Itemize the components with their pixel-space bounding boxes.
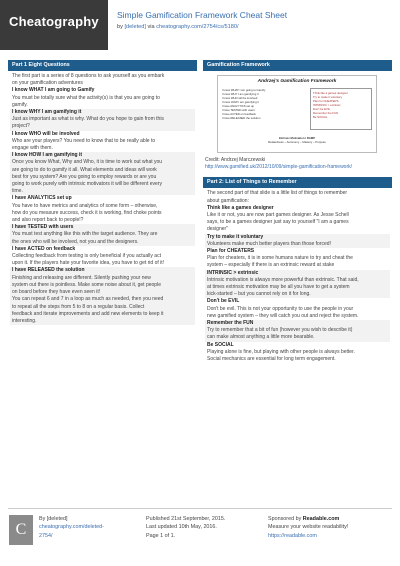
body-text-line: on your gamification adventures — [12, 80, 83, 87]
section-body-part1 — [8, 71, 197, 325]
figure-question-item: I have ACTED on feedback — [222, 112, 256, 116]
question-heading: Be SOCIAL — [207, 341, 234, 348]
question-heading: Don't be EVIL — [207, 298, 240, 305]
author-avatar: C — [9, 515, 33, 545]
right-column — [203, 60, 392, 363]
section-title-framework: Gamification Framework — [203, 60, 392, 71]
figure-question-item: I have ANALYTICS set up — [222, 104, 254, 108]
byline-prefix: by — [117, 24, 125, 30]
footer-dates — [146, 515, 225, 540]
body-text-line: Volunteers make much better players than those forced! — [205, 241, 390, 248]
figure-question-item: I know WHO will be involved — [222, 96, 258, 100]
body-text-line: You have to have metrics and analytics of some form – otherwise, — [12, 202, 158, 209]
author-link[interactable]: [deleted] — [124, 24, 146, 30]
figure-question-item: I have RELEASED the solution — [222, 116, 261, 120]
byline — [117, 24, 239, 30]
framework-figure — [203, 73, 392, 155]
body-text-line: designer" — [207, 226, 228, 233]
body-text-line: Just as important as what is why. What do you hope to gain from this — [10, 116, 195, 123]
byline-via: via — [145, 24, 157, 30]
body-text-line: Try to remember that a bit of fun (however you wish to describe it) — [205, 327, 390, 334]
question-heading: I have RELEASED the solution — [10, 267, 195, 274]
credit-url-link[interactable]: http://www.gamified.uk/2012/10/09/simple-gamification-framework/ — [205, 164, 353, 171]
question-heading: I have TESTED with users — [10, 224, 195, 231]
figure-remember-item: INTRINSIC > extrinsic — [313, 103, 341, 107]
question-heading: Try to make it voluntary — [205, 234, 390, 241]
page-count: Page 1 of 1. — [146, 532, 176, 539]
footer-author — [39, 515, 104, 540]
figure-foot-line: Relatedness – Autonomy – Mastery – Purpose — [268, 140, 326, 144]
body-text-line: feedback and iterate improvements and add new elements to keep it — [10, 311, 195, 318]
body-text-line: can make almost anything a little more bearable. — [205, 334, 390, 341]
body-text-line: You can repeat 6 and 7 in a loop as much as needed, then you need — [10, 296, 195, 303]
figure-question-item: I know WHY I am gamifying it — [222, 92, 259, 96]
body-text-line: Who are your players? You need to know that to be really able to — [12, 137, 156, 144]
body-text-line: Collecting feedback from testing is only beneficial if you actually act — [12, 253, 161, 260]
question-heading: I have ANALYTICS set up — [12, 195, 72, 202]
figure-remember-item: Remember the FUN — [313, 111, 339, 115]
body-text-line: kick-started – but you cannot rely on it for long. — [205, 291, 390, 298]
updated-date: Last updated 10th May, 2016. — [146, 524, 217, 531]
question-heading: INTRINSIC > extrinsic — [205, 270, 390, 277]
footer-profile-link-2[interactable]: 2754/ — [39, 532, 53, 539]
section-body-part2 — [203, 188, 392, 363]
left-column — [8, 60, 197, 325]
body-text-line: system – especially if there is an extrinsic reward at stake — [207, 262, 335, 269]
body-text-line: says, to be a games designer just say to yourself "I am a games — [207, 219, 349, 226]
cheatography-logo[interactable] — [0, 0, 108, 50]
body-text-line: You must test anything like this with the target audience. They are — [10, 231, 195, 238]
body-text-line: Once you know What, Why and Who, it is time to work out what you — [10, 159, 195, 166]
credit — [203, 155, 392, 171]
body-text-line: upon it. If the players hate your favorite idea, you have to get rid of it! — [12, 260, 165, 267]
figure-question-item: I know HOW I am gamifying it — [222, 100, 259, 104]
question-heading: I know WHY I am gamifying it — [10, 109, 195, 116]
figure-remember-item: Think like a games designer — [313, 91, 348, 95]
body-text-line: Intrinsic motivation is always more powerful than extrinsic. That said, — [205, 277, 390, 284]
body-text-line: Plan for cheaters, it is in some humans nature to try and cheat the — [207, 255, 353, 262]
sponsor-url-link[interactable]: https://readable.com — [268, 532, 317, 539]
footer-divider — [8, 508, 392, 509]
question-heading: Plan for CHEATERS — [207, 248, 255, 255]
body-text-line: about gamification: — [207, 197, 249, 204]
section-title-part2: Part 2: List of Things to Remember — [203, 177, 392, 188]
body-text-line: at times extrinsic motivation may be all you have to get a system — [205, 284, 390, 291]
body-text-line: and also report back to people!? — [12, 217, 84, 224]
page-title: Simple Gamification Framework Cheat Sheet — [117, 10, 288, 20]
body-text-line: system out there is pointless. Make some noise about it, get people — [10, 282, 195, 289]
figure-remember-item: Plan for CHEATERS — [313, 99, 339, 103]
published-date: Published 21st September, 2015. — [146, 516, 226, 522]
sponsor-name: Readable.com — [302, 516, 340, 522]
body-text-line: The first part is a series of 8 questions to ask yourself as you embark — [12, 73, 165, 79]
body-text-line: Don't be evil. This is not your opportunity to use the people in your — [207, 305, 354, 312]
body-text-line: gamify. — [12, 101, 28, 108]
footer-sponsor — [268, 515, 348, 540]
sponsor-prefix: Sponsored by — [268, 516, 303, 522]
figure-question-item: I have TESTED with users — [222, 108, 255, 112]
question-heading: Think like a games designer — [207, 204, 274, 211]
body-text-line: The second part of that slide is a little list of things to remember — [207, 190, 348, 197]
page-header — [0, 0, 400, 50]
framework-image — [217, 75, 377, 153]
logo-text: Cheatography — [9, 14, 99, 29]
body-text-line: engage with them. — [12, 145, 53, 152]
body-text-line: going to work purely with intrinsic motivators it will be different every — [10, 181, 195, 188]
sheet-url-link[interactable]: cheatography.com/2754/cs/5180/ — [156, 24, 239, 30]
figure-question-item: I know WHAT I am going to Gamify — [222, 88, 266, 92]
body-text-line: You must be totally sure what the activity(s) is that you are going to — [12, 94, 160, 101]
figure-remember-item: Don't be EVIL — [313, 107, 331, 111]
footer-by: By [deleted] — [39, 516, 68, 522]
figure-remember-item: Try to make it voluntary — [313, 95, 342, 99]
question-heading: I have ACTED on feedback — [12, 245, 76, 252]
body-text-line: how do you measure success, check it is working, find choke points — [12, 209, 162, 216]
footer-profile-link-1[interactable]: cheatography.com/deleted- — [39, 524, 104, 531]
credit-label: Credit: Andrzej Marczewski — [205, 157, 266, 163]
figure-remember-item: Be SOCIAL — [313, 115, 328, 119]
body-text-line: new gamified system – they will catch you out and reject the system. — [207, 312, 359, 319]
body-text-line: Like it or not, you are now part games designer. As Jesse Schell — [207, 212, 349, 219]
question-heading: I know WHO will be involved — [12, 130, 80, 137]
body-text-line: project? — [10, 123, 195, 130]
question-heading: I know HOW I am gamifying it — [10, 152, 195, 159]
body-text-line: Playing alone is fine, but playing with other people is always better. — [207, 348, 355, 355]
section-title-part1: Part 1 Eight Questions — [8, 60, 197, 71]
body-text-line: the ones who will be involved, not you and the designers. — [10, 239, 195, 246]
figure-title: Andrzej's Gamification Framework — [257, 79, 337, 84]
figure-question-list — [222, 88, 300, 120]
body-text-line: Social mechanics are essential for long term engagement. — [207, 356, 336, 363]
figure-foot-heading: Intrinsic Motivation / RAMP — [278, 136, 316, 140]
body-text-line: interesting. — [10, 318, 195, 325]
figure-footer — [218, 136, 376, 144]
sponsor-line — [268, 515, 348, 523]
figure-remember-list — [310, 88, 372, 130]
body-text-line: Finishing and releasing are different. Silently pushing your new — [10, 275, 195, 282]
page-footer — [0, 508, 400, 566]
body-text-line: to repeat all the steps from 5 to 8 on a regular basis. Collect — [10, 304, 195, 311]
body-text-line: are going to do to gamify it all. What elements and ideas will work — [10, 167, 195, 174]
body-text-line: best for you system? Are you going to employ rewards or are you — [10, 174, 195, 181]
question-heading: I know WHAT I am going to Gamify — [12, 87, 95, 94]
question-heading: Remember the FUN — [205, 320, 390, 327]
sponsor-tagline: Measure your website readability! — [268, 524, 349, 531]
body-text-line: on board before they have even seen it! — [10, 289, 195, 296]
body-text-line: time. — [10, 188, 195, 195]
